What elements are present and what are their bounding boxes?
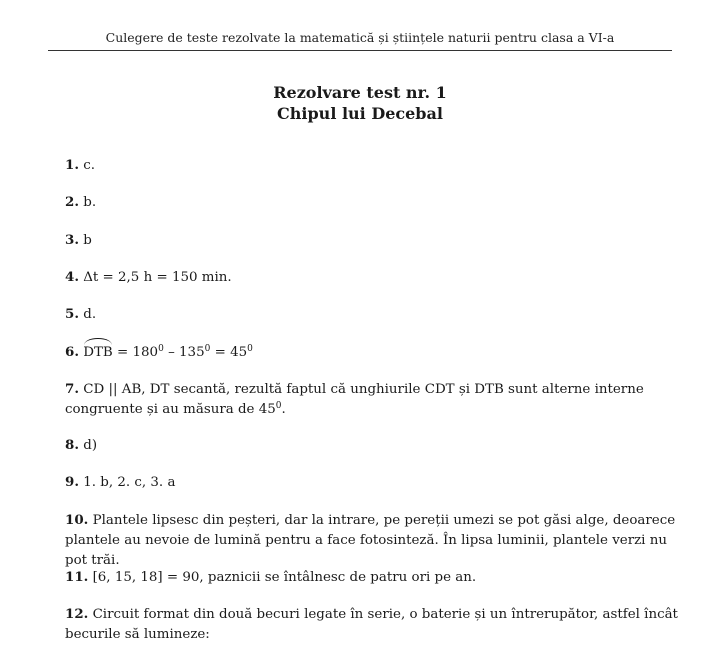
answer-number: 9.	[65, 474, 79, 490]
answer-tail: .	[281, 402, 286, 417]
answer-text: CD || AB, DT secantă, rezultă faptul că unghiurile CDT și DTB sunt alterne interne congruente și au măsura de 45	[65, 382, 644, 417]
answer-12	[48, 604, 689, 645]
answer-text: Δt = 2,5 h = 150 min.	[83, 270, 232, 285]
answer-7	[48, 379, 689, 420]
answer-11	[48, 567, 689, 588]
answer-4	[48, 267, 689, 288]
answer-number: 12.	[65, 606, 89, 622]
answer-number: 10.	[65, 512, 89, 528]
arc-notation	[83, 343, 113, 363]
answer-text: d.	[83, 307, 97, 322]
answer-1	[48, 155, 689, 176]
answer-text: b	[83, 233, 92, 248]
answer-text: Circuit format din două becuri legate în serie, o baterie și un întrerupător, astfel încât becurile să lumineze:	[65, 607, 678, 642]
equation-part: – 135	[168, 345, 205, 360]
answer-9	[48, 472, 689, 493]
arc-mark	[84, 338, 112, 345]
answer-number: 5.	[65, 306, 79, 322]
header-divider	[48, 50, 672, 51]
answer-number: 7.	[65, 381, 79, 397]
title-line-1: Rezolvare test nr. 1	[273, 83, 447, 102]
answer-6	[48, 342, 689, 363]
answer-number: 8.	[65, 437, 79, 453]
equation-part: = 180	[117, 345, 159, 360]
arc-label: DTB	[83, 345, 113, 360]
degree-sup: 0	[275, 401, 282, 411]
answer-text: c.	[83, 158, 96, 173]
answer-text: b.	[83, 195, 97, 210]
answer-text: [6, 15, 18] = 90, paznicii se întâlnesc de patru ori pe an.	[92, 570, 477, 585]
answer-text: Plantele lipsesc din peșteri, dar la intrare, pe pereții umezi se pot găsi alge, deoarece plantele au nevoie de lumină pentru a face fotosinteză. În lipsa luminii, plantele verzi nu pot trăi.	[65, 513, 676, 568]
answer-number: 1.	[65, 157, 79, 173]
degree-sup: 0	[158, 344, 164, 354]
degree-sup: 0	[247, 344, 253, 354]
title-line-2: Chipul lui Decebal	[277, 104, 443, 123]
answer-2	[48, 192, 689, 213]
answer-number: 6.	[65, 344, 79, 360]
answer-number: 3.	[65, 232, 79, 248]
answer-number: 2.	[65, 194, 79, 210]
answer-8	[48, 435, 689, 456]
running-header: Culegere de teste rezolvate la matematică și științele naturii pentru clasa a VI-a	[105, 30, 615, 45]
page-title	[48, 82, 672, 124]
degree-sup: 0	[204, 344, 211, 354]
answer-5	[48, 304, 689, 325]
answer-number: 4.	[65, 269, 79, 285]
answer-3	[48, 230, 689, 251]
answer-10	[48, 510, 689, 571]
answer-number: 11.	[65, 569, 89, 585]
equation-part: = 45	[214, 345, 248, 360]
answer-text: 1. b, 2. c, 3. a	[83, 475, 176, 490]
answer-text: d)	[83, 438, 98, 453]
